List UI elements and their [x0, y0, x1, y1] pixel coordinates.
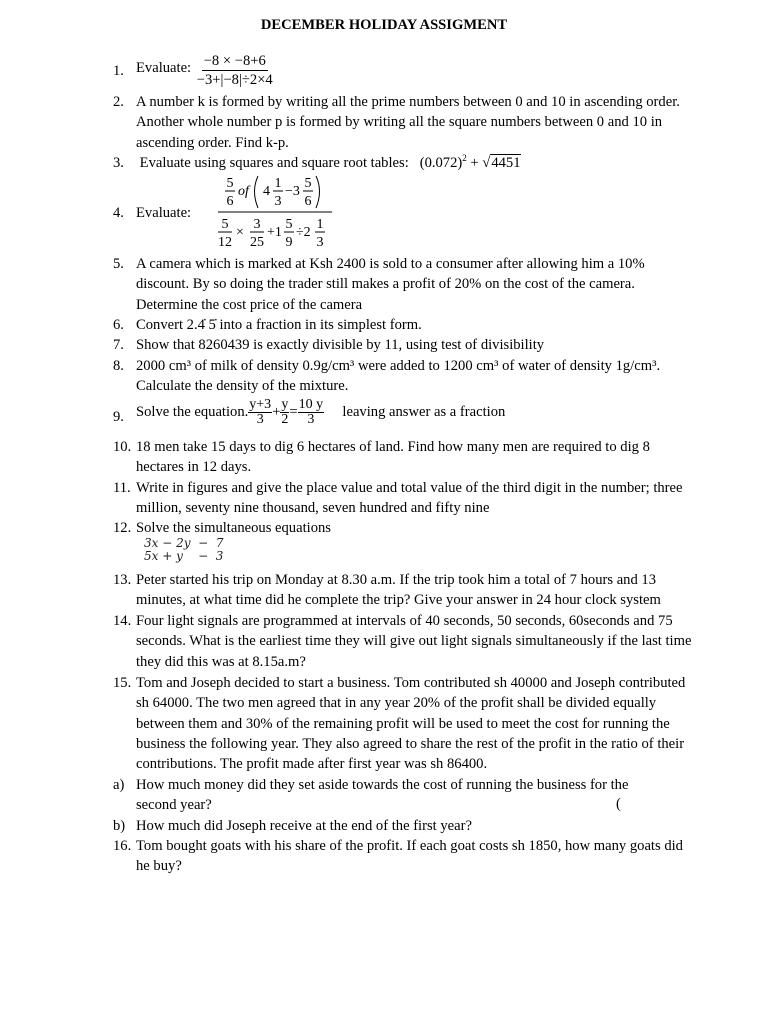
- question-number: 2.: [113, 94, 124, 110]
- question-number: 15.: [113, 675, 132, 691]
- question-number: 6.: [113, 317, 124, 333]
- question-number: 3.: [113, 155, 124, 171]
- svg-text:÷2: ÷2: [296, 225, 311, 240]
- equation-1: 3x − 2y − 7: [144, 536, 224, 550]
- numerator: y+3: [249, 397, 272, 412]
- compound-fraction: [216, 174, 346, 250]
- question-text: Peter started his trip on Monday at 8.30 a.m. If the trip took him a total of 7 hours and 13 minutes, at what time did he complete the trip? Give your answer in 24 hour clock system: [136, 572, 661, 609]
- math-operator: =: [289, 403, 298, 420]
- svg-text:3: 3: [316, 235, 324, 250]
- numerator: −8 × −8+6: [203, 53, 266, 69]
- exponent: 2: [462, 153, 467, 164]
- question-number: 10.: [113, 439, 132, 455]
- math-expression: (0.072): [419, 155, 463, 171]
- fraction: [298, 398, 325, 427]
- question-text: Show that 8260439 is exactly divisible by 11, using test of divisibility: [136, 337, 545, 353]
- math-operator: +: [272, 403, 281, 420]
- svg-text:+1: +1: [267, 225, 282, 240]
- question-text: Four light signals are programmed at intervals of 40 seconds, 50 seconds, 60seconds and 75 seconds. What is the earliest time they will give out light signals simultaneously if the last time they did this was at 8.15a.m?: [136, 613, 692, 670]
- question-number: 11.: [113, 480, 131, 496]
- question-number: 1.: [113, 63, 124, 79]
- question-text: How much money did they set aside towards the cost of running the business for the second year?: [136, 777, 629, 814]
- question-text: Tom and Joseph decided to start a business. Tom contributed sh 40000 and Joseph contributed sh 64000. The two men agreed that in any year 20% of the profit shall be divided equally between them and 30% of the remaining profit will be used to meet the cost for running the business the following year. They also agreed to share the rest of the profit in the ratio of their contributions. The profit made after first year was sh 86400.: [136, 675, 686, 773]
- denominator: 2: [281, 412, 289, 427]
- svg-text:3: 3: [253, 217, 261, 232]
- question-number: 16.: [113, 838, 132, 854]
- marks-bracket: (: [616, 796, 621, 812]
- question-11: [113, 478, 693, 519]
- question-2: [113, 92, 693, 153]
- question-text: A camera which is marked at Ksh 2400 is sold to a consumer after allowing him a 10% discount. By so doing the trader still makes a profit of 20% on the cost of the camera. Determine the cost price of the camera: [136, 256, 645, 313]
- page-title: DECEMBER HOLIDAY ASSIGMENT: [260, 17, 508, 33]
- denominator: 3: [307, 412, 315, 427]
- question-6: [113, 315, 693, 335]
- question-4: [113, 174, 693, 250]
- question-number: 7.: [113, 337, 124, 353]
- question-9: [113, 398, 693, 427]
- radicand: 4451: [491, 155, 521, 171]
- question-13: [113, 570, 693, 611]
- question-1: [113, 52, 693, 89]
- svg-text:6: 6: [226, 194, 234, 209]
- question-text: Solve the simultaneous equations: [136, 520, 331, 536]
- question-8: [113, 356, 693, 397]
- question-text: Tom bought goats with his share of the profit. If each goat costs sh 1850, how many goats did he buy?: [136, 838, 683, 875]
- svg-text:5: 5: [304, 176, 312, 191]
- math-operator: + √: [466, 155, 491, 171]
- svg-text:1: 1: [316, 217, 324, 232]
- question-text: Solve the equation.: [136, 403, 249, 420]
- svg-text:9: 9: [285, 235, 293, 250]
- svg-text:12: 12: [218, 235, 232, 250]
- svg-text:5: 5: [226, 176, 234, 191]
- recurring-decimal: Convert 2.4̇ 5̇: [136, 317, 216, 333]
- question-number: 12.: [113, 520, 132, 536]
- question-text: 18 men take 15 days to dig 6 hectares of land. Find how many men are required to dig 8 hectares in 12 days.: [136, 439, 650, 476]
- svg-text:−3: −3: [285, 184, 300, 199]
- question-10: [113, 437, 693, 478]
- denominator: 3: [256, 412, 264, 427]
- question-text: How much did Joseph receive at the end of the first year?: [136, 818, 472, 834]
- svg-text:×: ×: [236, 225, 244, 240]
- question-3: [113, 153, 693, 173]
- question-number: b): [113, 818, 126, 834]
- question-text-suffix: leaving answer as a fraction: [342, 403, 506, 420]
- question-number: 9.: [113, 409, 124, 425]
- question-number: 13.: [113, 572, 132, 588]
- fraction: [248, 398, 272, 427]
- numerator: 10 y: [298, 397, 324, 412]
- numerator: y: [281, 397, 289, 412]
- question-number: 14.: [113, 613, 132, 629]
- question-15a: [113, 775, 693, 816]
- question-number: a): [113, 777, 125, 793]
- svg-text:of: of: [238, 184, 249, 199]
- question-label: Evaluate:: [136, 205, 192, 221]
- question-label: Evaluate:: [136, 59, 192, 76]
- equation-2: 5x + y − 3: [144, 549, 224, 563]
- svg-text:25: 25: [250, 235, 264, 250]
- question-5: [113, 254, 693, 315]
- question-number: 8.: [113, 358, 124, 374]
- svg-text:5: 5: [285, 217, 293, 232]
- question-text: A number k is formed by writing all the prime numbers between 0 and 10 in ascending order. Another whole number p is formed by writing all the square numbers between 0 and 10 in ascending order. Find k-p.: [136, 94, 680, 151]
- question-text: Evaluate using squares and square root tables:: [139, 155, 409, 171]
- simultaneous-equations: [144, 537, 223, 563]
- question-number: 5.: [113, 256, 124, 272]
- question-14: [113, 611, 693, 672]
- svg-text:5: 5: [221, 217, 229, 232]
- question-number: 4.: [113, 205, 124, 221]
- question-16: [113, 836, 693, 877]
- svg-text:3: 3: [274, 194, 282, 209]
- denominator: −3+|−8|÷2×4: [196, 72, 273, 88]
- question-text: Write in figures and give the place value and total value of the third digit in the number; three million, seventy nine thousand, seven hundred and fifty nine: [136, 480, 683, 517]
- question-text: 2000 cm³ of milk of density 0.9g/cm³ were added to 1200 cm³ of water of density 1g/cm³. Calculate the density of the mixture.: [136, 358, 661, 395]
- question-15: [113, 673, 693, 774]
- svg-text:1: 1: [274, 176, 282, 191]
- question-15b: [113, 816, 693, 836]
- svg-text:6: 6: [304, 194, 312, 209]
- question-text: into a fraction in its simplest form.: [215, 317, 422, 333]
- svg-text:4: 4: [263, 184, 270, 199]
- fraction: [195, 52, 275, 89]
- question-7: [113, 335, 693, 355]
